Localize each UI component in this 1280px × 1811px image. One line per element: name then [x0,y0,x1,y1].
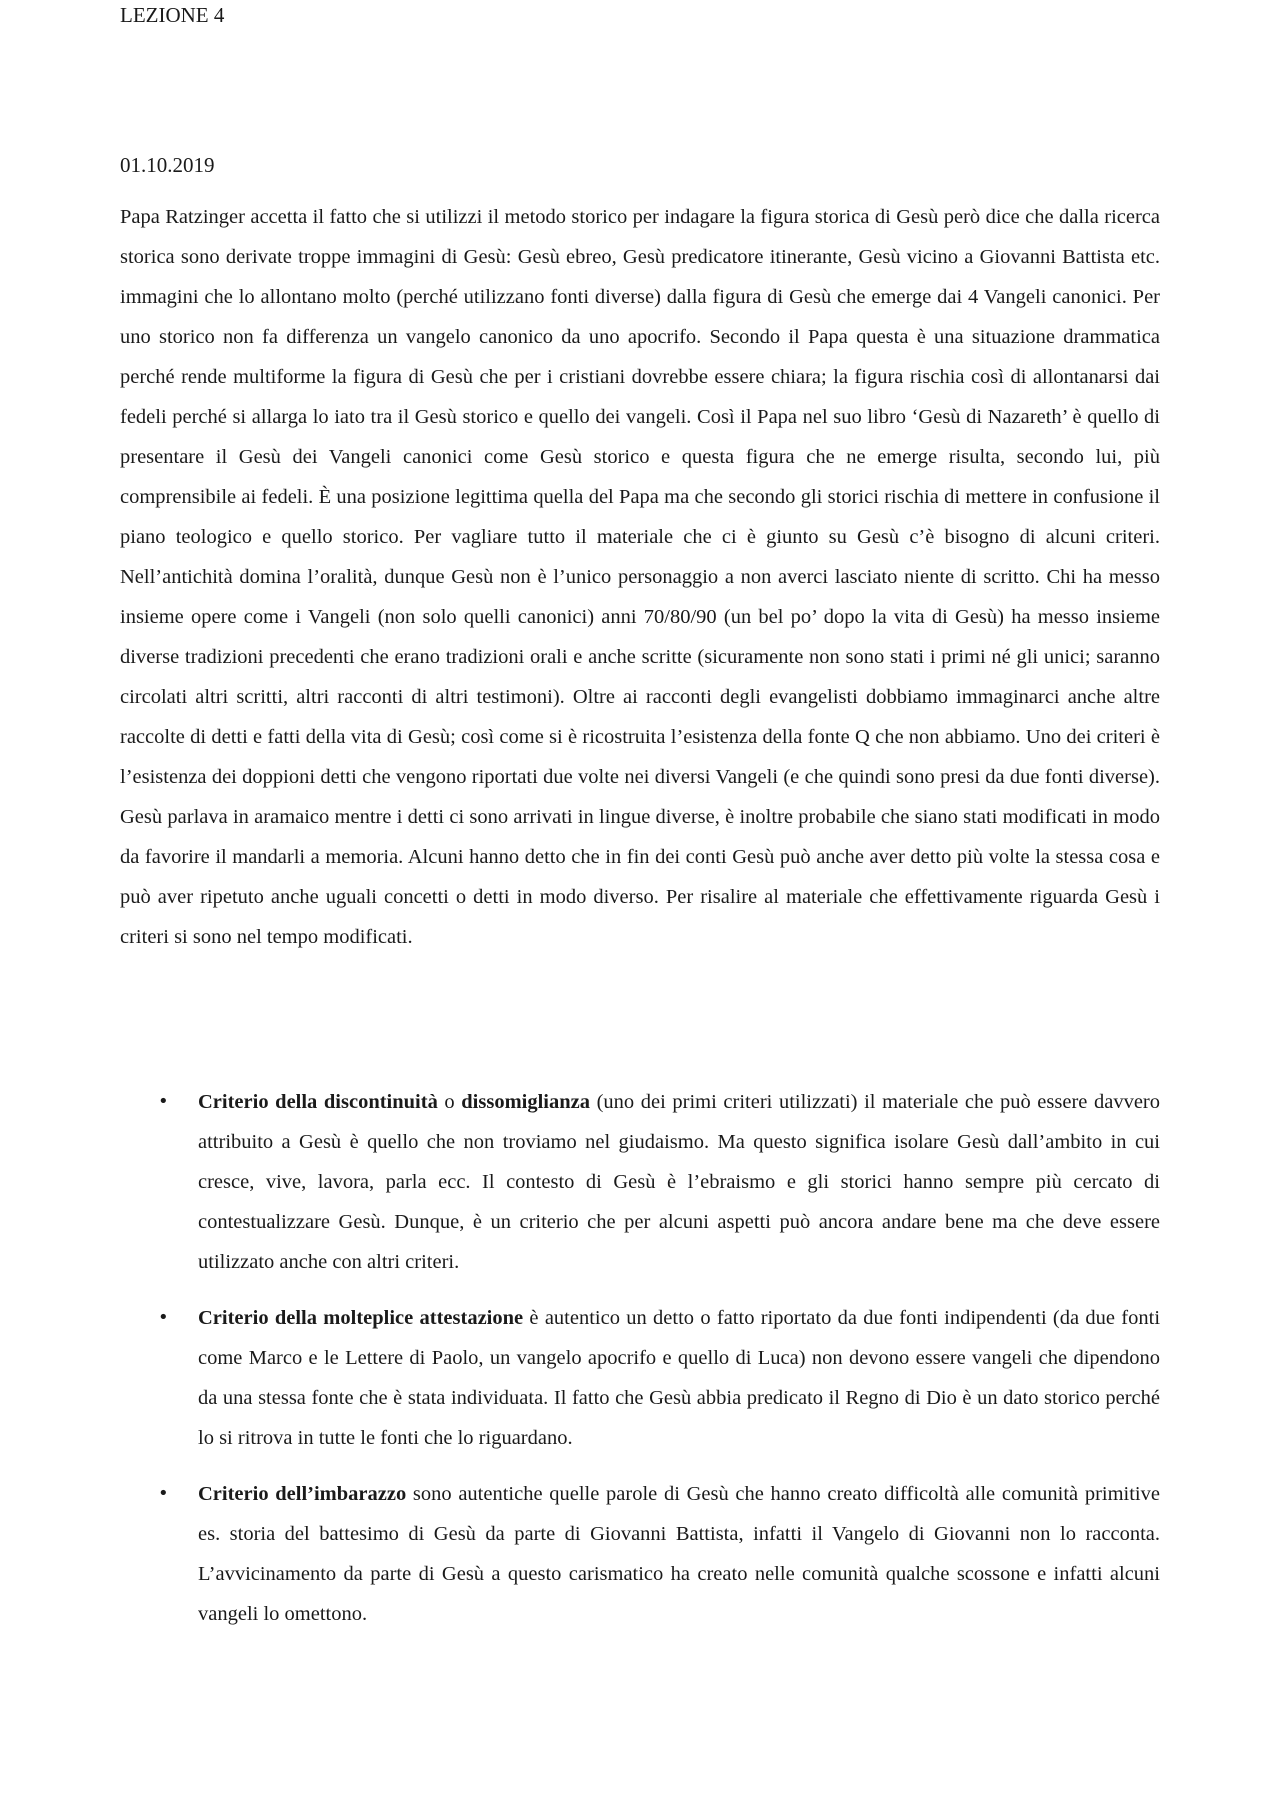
criterion-text: sono autentiche quelle parole di Gesù che hanno creato difficoltà alle comunità primitive es. storia del battesimo di Gesù da parte di Giovanni Battista, infatti il Vangelo di Giovanni non lo racconta. L’avvicinamento da parte di Gesù a questo carismatico ha creato nelle comunità qualche scossone e infatti alcuni vangeli lo omettono. [198,1483,1160,1625]
criterion-connector: o [437,1091,462,1113]
criterion-item [120,1082,1160,1282]
bullet-icon: • [158,1483,169,1504]
criterion-term: Criterio della molteplice attestazione [198,1307,524,1329]
criterion-item [120,1298,1160,1458]
body-paragraph: Papa Ratzinger accetta il fatto che si utilizzi il metodo storico per indagare la figura storica di Gesù però dice che dalla ricerca storica sono derivate troppe immagini di Gesù: Gesù ebreo, Gesù predicatore itinerante, Gesù vicino a Giovanni Battista etc. immagini che lo allontano molto (perché utilizzano fonti diverse) dalla figura di Gesù che emerge dai 4 Vangeli canonici. Per uno storico non fa differenza un vangelo canonico da uno apocrifo. Secondo il Papa questa è una situazione drammatica perché rende multiforme la figura di Gesù che per i cristiani dovrebbe essere chiara; la figura rischia così di allontanarsi dai fedeli perché si allarga lo iato tra il Gesù storico e quello dei vangeli. Così il Papa nel suo libro ‘Gesù di Nazareth’ è quello di presentare il Gesù dei Vangeli canonici come Gesù storico e questa figura che ne emerge risulta, secondo lui, più comprensibile ai fedeli. È una posizione legittima quella del Papa ma che secondo gli storici rischia di mettere in confusione il piano teologico e quello storico. Per vagliare tutto il materiale che ci è giunto su Gesù c’è bisogno di alcuni criteri. Nell’antichità domina l’oralità, dunque Gesù non è l’unico personaggio a non averci lasciato niente di scritto. Chi ha messo insieme opere come i Vangeli (non solo quelli canonici) anni 70/80/90 (un bel po’ dopo la vita di Gesù) ha messo insieme diverse tradizioni precedenti che erano tradizioni orali e anche scritte (sicuramente non sono stati i primi né gli unici; saranno circolati altri scritti, altri racconti di altri testimoni). Oltre ai racconti degli evangelisti dobbiamo immaginarci anche altre raccolte di detti e fatti della vita di Gesù; così come si è ricostruita l’esistenza della fonte Q che non abbiamo. Uno dei criteri è l’esistenza dei doppioni detti che vengono riportati due volte nei diversi Vangeli (e che quindi sono presi da due fonti diverse). Gesù parlava in aramaico mentre i detti ci sono arrivati in lingue diverse, è inoltre probabile che siano stati modificati in modo da favorire il mandarli a memoria. Alcuni hanno detto che in fin dei conti Gesù può anche aver detto più volte la stessa cosa e può aver ripetuto anche uguali concetti o detti in modo diverso. Per risalire al materiale che effettivamente riguarda Gesù i criteri si sono nel tempo modificati. [120,206,1160,948]
criterion-text: (uno dei primi criteri utilizzati) il materiale che può essere davvero attribuito a Gesù è quello che non troviamo nel giudaismo. Ma questo significa isolare Gesù dall’ambito in cui cresce, vive, lavora, parla ecc. Il contesto di Gesù è l’ebraismo e gli storici hanno sempre più cercato di contestualizzare Gesù. Dunque, è un criterio che per alcuni aspetti può ancora andare bene ma che deve essere utilizzato anche con altri criteri. [198,1091,1161,1273]
bullet-icon: • [158,1091,169,1112]
criterion-term: Criterio della discontinuità [198,1091,438,1113]
page-header: LEZIONE 4 [120,3,225,27]
criterion-term-alt: dissomiglianza [461,1091,590,1113]
criteria-list [120,1082,1160,1650]
criterion-text: è autentico un detto o fatto riportato da due fonti indipendenti (da due fonti come Marco e le Lettere di Paolo, un vangelo apocrifo e quello di Luca) non devono essere vangeli che dipendono da una stessa fonte che è stata individuata. Il fatto che Gesù abbia predicato il Regno di Dio è un dato storico perché lo si ritrova in tutte le fonti che lo riguardano. [198,1307,1161,1449]
bullet-icon: • [158,1307,169,1328]
criterion-term: Criterio dell’imbarazzo [198,1483,407,1505]
lesson-date: 01.10.2019 [120,153,215,177]
criterion-item [120,1474,1160,1634]
